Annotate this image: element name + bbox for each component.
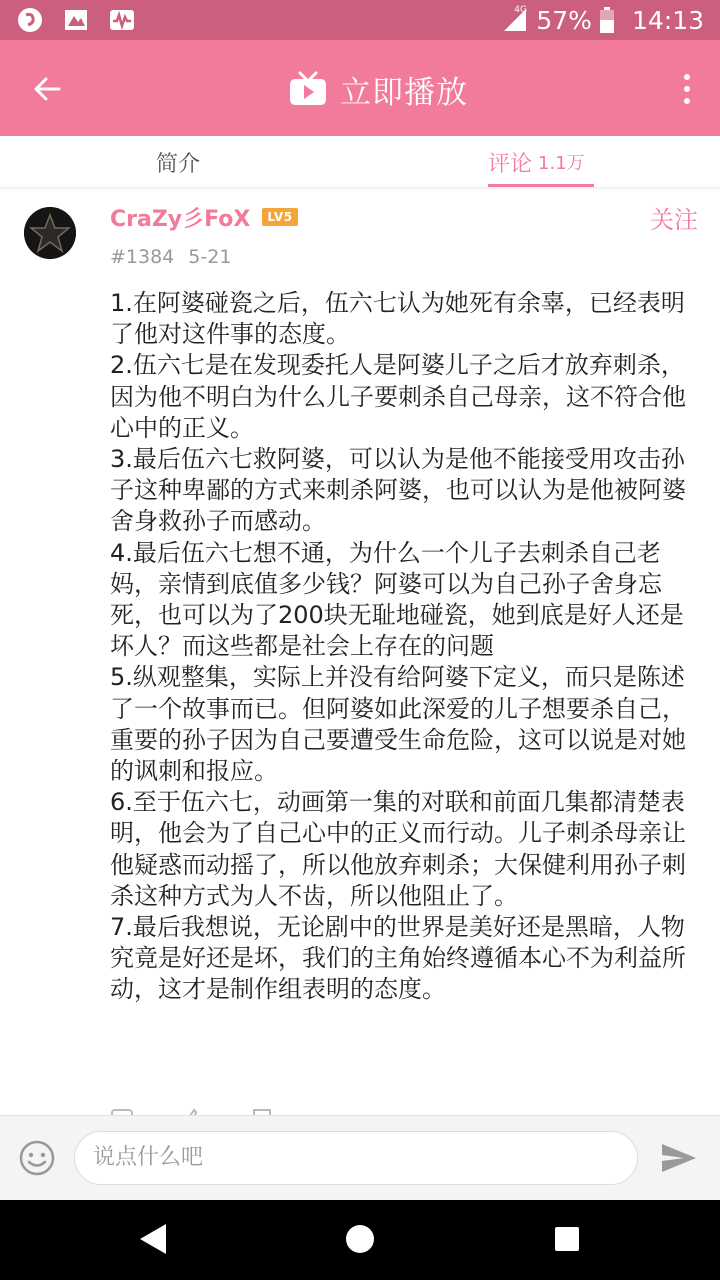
tab-intro[interactable]: [156, 136, 200, 188]
image-notification-icon: [62, 6, 90, 34]
comment-paragraph: 4.最后伍六七想不通，为什么一个儿子去刺杀自己老妈，亲情到底值多少钱？阿婆可以为自己孙子舍身忘死，也可以为了200块无耻地碰瓷，她到底是好人还是坏人？而这些都是社会上存在的问题: [110, 538, 684, 661]
tab-bar: [0, 136, 720, 188]
back-button[interactable]: [22, 64, 72, 114]
floor-number: #1384: [110, 246, 175, 268]
comment-paragraph: 6.至于伍六七，动画第一集的对联和前面几集都清楚表明，他会为了自己心中的正义而行动。儿子刺杀母亲让他疑惑而动摇了，所以他放弃刺杀；大保健利用孙子刺杀这种方式为人不齿，所以他阻止了。: [110, 788, 686, 910]
tab-comments[interactable]: [488, 136, 585, 188]
page-title: 立即播放: [340, 74, 468, 111]
play-now-button[interactable]: [288, 62, 468, 116]
notification-icons: [16, 6, 136, 34]
comment-paragraph: 5.纵观整集，实际上并没有给阿婆下定义，而只是陈述了一个故事而已。但阿婆如此深爱的儿子想要杀自己，重要的孙子因为自己要遭受生命危险，这可以说是对她的讽刺和报应。: [110, 663, 686, 786]
app-notification-icon: [16, 6, 44, 34]
comment-body: [110, 288, 696, 1006]
tab-intro-label: 简介: [156, 151, 201, 177]
more-vertical-icon-dot: [684, 86, 690, 92]
more-vertical-icon-dot: [684, 98, 690, 104]
system-nav-bar: [0, 1200, 720, 1280]
comment-paragraph: 7.最后我想说，无论剧中的世界是美好还是黑暗，人物究竟是好还是坏，我们的主角始终遵循本心不为利益所动，这才是制作组表明的态度。: [110, 913, 686, 1004]
active-tab-indicator: [488, 184, 594, 187]
tv-play-icon: [288, 71, 328, 107]
comment-input-bar: [0, 1115, 720, 1200]
nav-home-icon[interactable]: [346, 1225, 374, 1253]
more-vertical-icon: [684, 74, 690, 80]
avatar[interactable]: [24, 207, 76, 259]
status-bar: [0, 0, 720, 40]
tab-comments-label: 评论: [488, 151, 533, 177]
comment-paragraph: 3.最后伍六七救阿婆，可以认为是他不能接受用攻击孙子这种卑鄙的方式来刺杀阿婆，也可以认为是他被阿婆舍身救孙子而感动。: [110, 445, 686, 536]
clock: 14:13: [631, 5, 704, 35]
nav-back-icon[interactable]: [138, 1222, 168, 1256]
comment-meta: [110, 246, 231, 268]
star-avatar-icon: [24, 207, 76, 259]
username[interactable]: CraZy彡FoX: [110, 207, 251, 232]
app-bar: [0, 40, 720, 136]
nav-recents-icon[interactable]: [555, 1227, 579, 1251]
system-indicators: [502, 0, 704, 40]
battery-percent: 57%: [536, 5, 592, 35]
comment-date: 5-21: [188, 246, 232, 268]
arrow-left-icon: [32, 74, 62, 104]
comment-count: 1.1万: [538, 153, 585, 174]
level-badge: LV5: [262, 208, 298, 226]
battery-icon: [600, 7, 614, 33]
comment-input[interactable]: 说点什么吧: [74, 1131, 638, 1185]
activity-notification-icon: [108, 6, 136, 34]
comment-paragraph: 1.在阿婆碰瓷之后，伍六七认为她死有余辜，已经表明了他对这件事的态度。: [110, 289, 685, 349]
network-type: 4G: [514, 5, 527, 15]
send-icon[interactable]: [660, 1140, 698, 1176]
emoji-icon[interactable]: [18, 1139, 56, 1177]
comment-paragraph: 2.伍六七是在发现委托人是阿婆儿子之后才放弃刺杀，因为他不明白为什么儿子要刺杀自己母亲，这不符合他心中的正义。: [110, 351, 686, 442]
more-options-button[interactable]: [672, 64, 702, 114]
follow-button[interactable]: 关注: [650, 206, 698, 234]
